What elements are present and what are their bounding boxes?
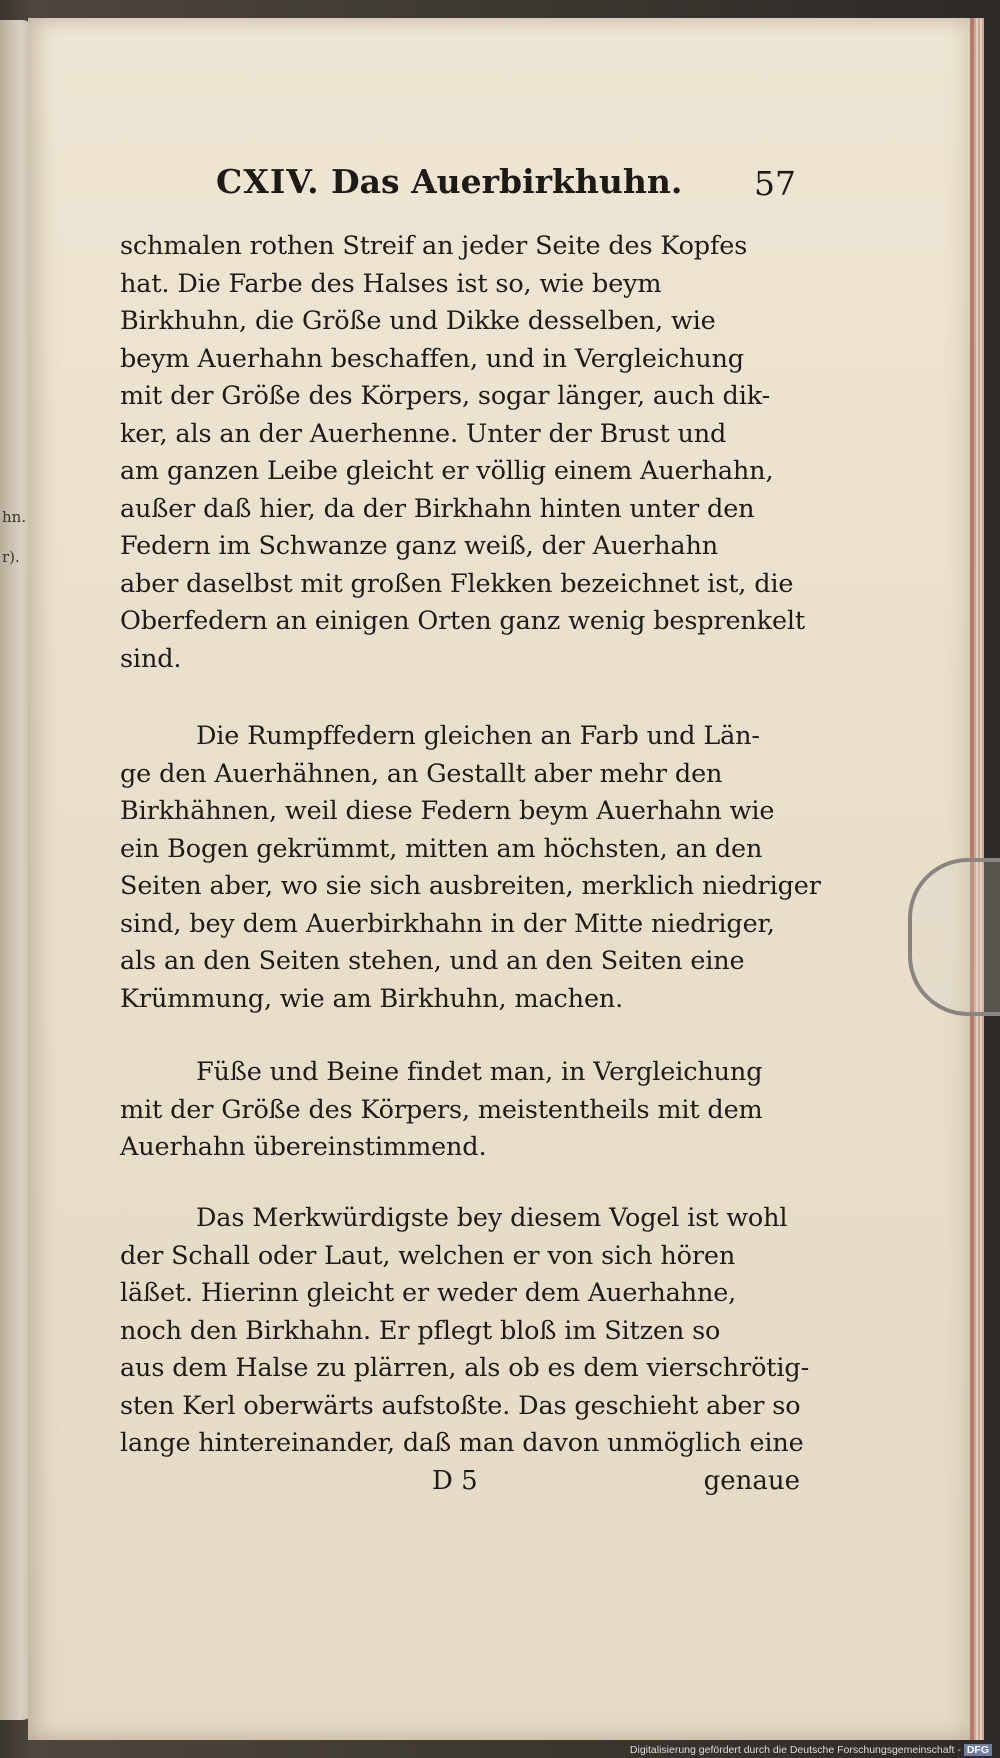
paragraph-1 [120, 228, 806, 678]
text-line: Oberfedern an einigen Orten ganz wenig besprenkelt [120, 606, 806, 636]
text-line: Krümmung, wie am Birkhuhn, machen. [120, 983, 624, 1014]
text-line: sten Kerl oberwärts aufstoßte. Das geschieht aber so [120, 1390, 801, 1421]
facing-page-fragment: hn. [2, 508, 27, 526]
credit-text: Digitalisierung gefördert durch die Deutsche Forschungsgemeinschaft - [629, 1744, 961, 1756]
text-line: aber daselbst mit großen Flekken bezeichnet ist, die [120, 568, 794, 599]
page-footer [120, 1466, 800, 1506]
text-line: Die Rumpffedern gleichen an Farb und Län- [196, 721, 760, 751]
text-line: Birkhähnen, weil diese Federn beym Auerhahn wie [120, 796, 775, 826]
catchword: genaue [703, 1466, 800, 1496]
text-line: Seiten aber, wo sie sich ausbreiten, merklich niedriger [120, 871, 821, 901]
paragraph-4 [120, 1200, 810, 1463]
text-line: sind, bey dem Auerbirkhahn in der Mitte niedriger, [120, 908, 775, 939]
text-line: Füße und Beine findet man, in Vergleichung [196, 1057, 763, 1087]
text-line: mit der Größe des Körpers, sogar länger, auch dik- [120, 381, 771, 411]
chapter-number: CXIV. [216, 162, 320, 201]
text-line: Das Merkwürdigste bey diesem Vogel ist wohl [196, 1203, 788, 1233]
text-line: noch den Birkhahn. Er pflegt bloß im Sitzen so [120, 1315, 721, 1346]
signature-mark: D 5 [432, 1466, 478, 1496]
text-line: aus dem Halse zu plärren, als ob es dem vierschrötig- [120, 1353, 810, 1383]
text-line: mit der Größe des Körpers, meistentheils mit dem [120, 1094, 763, 1125]
facing-page-fragment: r). [2, 548, 20, 566]
paragraph-3 [120, 1054, 800, 1167]
chapter-title: Das Auerbirkhuhn. [331, 162, 683, 201]
text-line: Birkhuhn, die Größe und Dikke desselben, wie [120, 306, 716, 336]
page-number: 57 [754, 164, 796, 203]
text-line: läßet. Hierinn gleicht er weder dem Auerhahne, [120, 1278, 737, 1308]
text-line: der Schall oder Laut, welchen er von sich hören [120, 1240, 736, 1271]
digitization-credit [630, 1744, 992, 1756]
text-line: lange hintereinander, daß man davon unmöglich eine [120, 1428, 804, 1458]
text-line: hat. Die Farbe des Halses ist so, wie beym [120, 268, 662, 299]
text-line: sind. [120, 643, 182, 674]
text-line: als an den Seiten stehen, und an den Seiten eine [120, 946, 745, 976]
page-holder-clip [908, 858, 1000, 1016]
paragraph-2 [120, 718, 821, 1018]
text-line: am ganzen Leibe gleicht er völlig einem Auerhahn, [120, 456, 774, 486]
text-line: Federn im Schwanze ganz weiß, der Auerhahn [120, 531, 719, 561]
text-line: Auerhahn übereinstimmend. [120, 1132, 487, 1162]
text-line: außer daß hier, da der Birkhahn hinten unter den [120, 493, 755, 524]
running-header [216, 162, 796, 210]
text-line: ker, als an der Auerhenne. Unter der Brust und [120, 418, 727, 449]
dfg-logo: DFG [964, 1744, 992, 1756]
text-line: schmalen rothen Streif an jeder Seite des Kopfes [120, 231, 748, 261]
text-line: beym Auerhahn beschaffen, und in Vergleichung [120, 343, 744, 374]
text-line: ge den Auerhähnen, an Gestallt aber mehr den [120, 758, 723, 789]
text-line: ein Bogen gekrümmt, mitten am höchsten, an den [120, 833, 763, 864]
